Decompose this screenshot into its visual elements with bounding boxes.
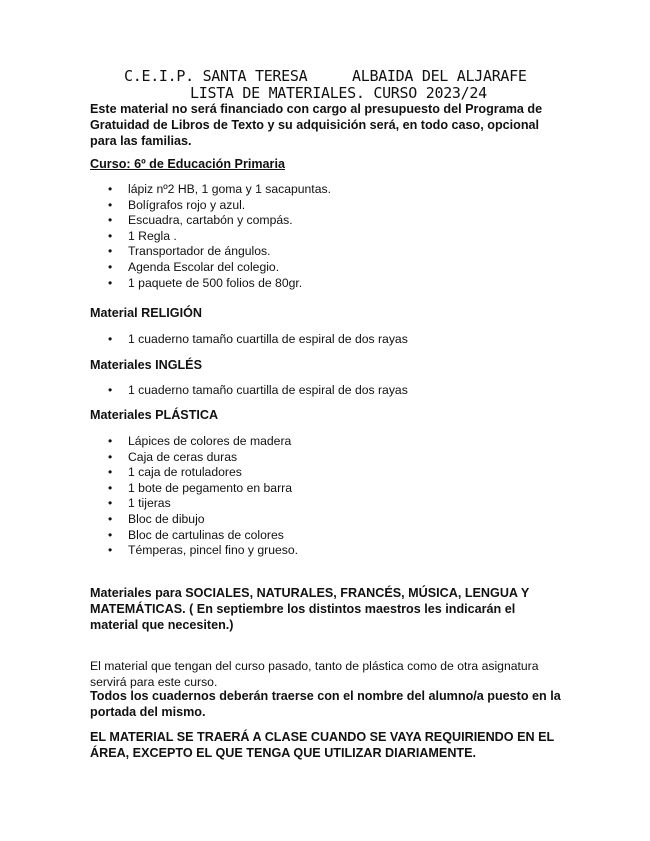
list-item: • lápiz nº2 HB, 1 goma y 1 sacapuntas. (108, 182, 331, 196)
course-list (90, 182, 560, 291)
bullet-icon: • (108, 275, 113, 290)
bullet-icon: • (108, 543, 113, 558)
plastica-list (90, 434, 560, 559)
list-item: • 1 bote de pegamento en barra (108, 480, 292, 495)
final-note: EL MATERIAL SE TRAERÁ A CLASE CUANDO SE VAYA REQUIRIENDO EN EL ÁREA, EXCEPTO EL QUE TENGA QUE UTILIZAR DIARIAMENTE. (90, 730, 554, 760)
list-title: LISTA DE MATERIALES. CURSO 2023/24 (190, 84, 487, 102)
bullet-icon: • (108, 383, 113, 397)
bullet-icon: • (108, 511, 113, 526)
list-item: • 1 paquete de 500 folios de 80gr. (108, 275, 303, 290)
religion-list (90, 332, 560, 348)
intro-paragraph: Este material no será financiado con cargo al presupuesto del Programa de Gratuidad de Libros de Texto y su adquisición será, en todo caso, opcional para las familias. (90, 102, 543, 148)
list-item: • Bloc de cartulinas de colores (108, 527, 284, 542)
list-item: • 1 cuaderno tamaño cuartilla de espiral de dos rayas (108, 332, 408, 346)
list-item: • Témperas, pincel fino y grueso. (108, 543, 299, 558)
other-subjects-note: Materiales para SOCIALES, NATURALES, FRANCÉS, MÚSICA, LENGUA Y MATEMÁTICAS. ( En septiembre los distintos maestros les indicarán el material que necesiten.) (90, 586, 529, 632)
religion-heading: Material RELIGIÓN (90, 306, 202, 320)
course-heading: Curso: 6º de Educación Primaria (90, 157, 285, 171)
bullet-icon: • (108, 527, 113, 542)
bullet-icon: • (108, 465, 113, 480)
bullet-icon: • (108, 434, 113, 448)
school-name: C.E.I.P. SANTA TERESA (124, 67, 308, 85)
list-item: • Caja de ceras duras (108, 449, 238, 464)
bullet-icon: • (108, 259, 113, 274)
list-item: • 1 Regla . (108, 228, 177, 243)
bullet-icon: • (108, 480, 113, 495)
list-item: • Bolígrafos rojo y azul. (108, 197, 246, 212)
bullet-icon: • (108, 197, 113, 212)
plastica-heading: Materiales PLÁSTICA (90, 408, 219, 422)
notebooks-note: Todos los cuadernos deberán traerse con el nombre del alumno/a puesto en la portada del mismo. (90, 689, 561, 719)
bullet-icon: • (108, 182, 113, 196)
list-item: • 1 cuaderno tamaño cuartilla de espiral de dos rayas (108, 383, 408, 397)
ingles-heading: Materiales INGLÉS (90, 358, 202, 372)
list-item: • 1 caja de rotuladores (108, 465, 242, 480)
list-item: • Escuadra, cartabón y compás. (108, 213, 293, 228)
list-item: • Agenda Escolar del colegio. (108, 259, 280, 274)
bullet-icon: • (108, 228, 113, 243)
bullet-icon: • (108, 496, 113, 511)
bullet-icon: • (108, 332, 113, 346)
bullet-icon: • (108, 449, 113, 464)
list-item: • Lápices de colores de madera (108, 434, 292, 448)
bullet-icon: • (108, 244, 113, 259)
previous-year-note: El material que tengan del curso pasado, tanto de plástica como de otra asignatura servirá para este curso. (90, 659, 539, 689)
list-item: • 1 tijeras (108, 496, 171, 511)
town-name: ALBAIDA DEL ALJARAFE (352, 67, 527, 85)
list-item: • Transportador de ángulos. (108, 244, 271, 259)
bullet-icon: • (108, 213, 113, 228)
ingles-list (90, 383, 560, 399)
list-item: • Bloc de dibujo (108, 511, 205, 526)
